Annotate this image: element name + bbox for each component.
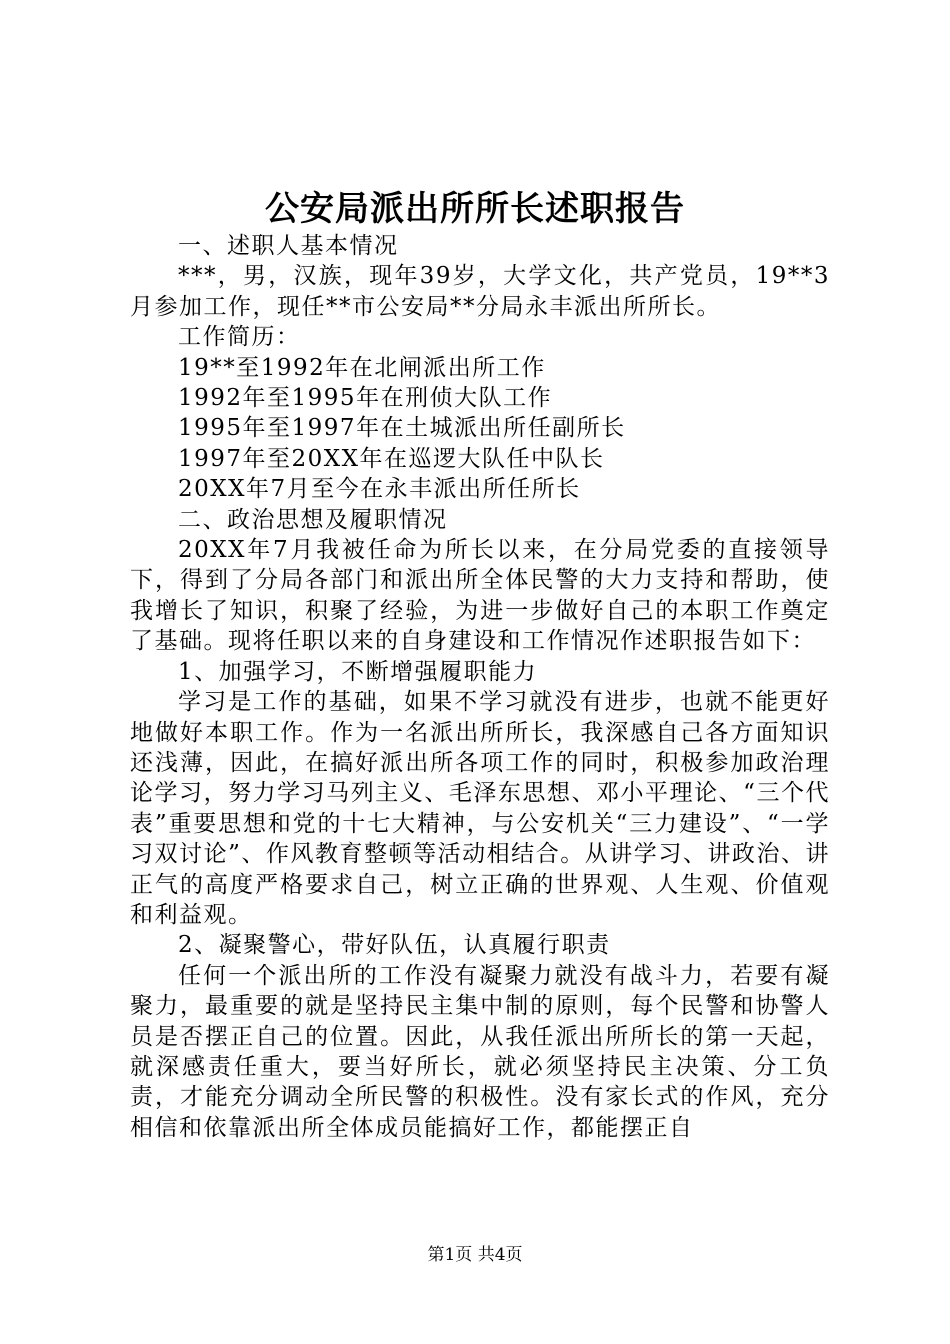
paragraph-intro: 20XX年7月我被任命为所长以来，在分局党委的直接领导下，得到了分局各部门和派出所全体民警的大力支持和帮助，使我增长了知识，积聚了经验，为进一步做好自己的本职工作奠定了基础。现将任职以来的自身建设和工作情况作述职报告如下： [130, 537, 830, 655]
resume-item: 1997年至20XX年在巡逻大队任中队长 [178, 445, 605, 472]
paragraph-personal-info: ***，男，汉族，现年39岁，大学文化，共产党员，19**3月参加工作，现任**市公安局**分局永丰派出所所长。 [130, 263, 830, 320]
resume-item: 19**至1992年在北闸派出所工作 [178, 354, 546, 381]
document-title: 公安局派出所所长述职报告 [265, 189, 685, 229]
paragraph-team: 任何一个派出所的工作没有凝聚力就没有战斗力，若要有凝聚力，最重要的就是坚持民主集中制的原则，每个民警和协警人员是否摆正自己的位置。因此，从我任派出所所长的第一天起，就深感责任重大，要当好所长，就必须坚持民主决策、分工负责，才能充分调动全所民警的积极性。没有家长式的作风，充分相信和依靠派出所全体成员能搞好工作，都能摆正自 [130, 962, 830, 1141]
section-heading-political: 二、政治思想及履职情况 [178, 506, 448, 533]
resume-item: 1992年至1995年在刑侦大队工作 [178, 385, 553, 412]
section-heading-basic-info: 一、述职人基本情况 [178, 233, 399, 259]
resume-item: 1995年至1997年在土城派出所任副所长 [178, 415, 626, 442]
resume-item: 20XX年7月至今在永丰派出所任所长 [178, 476, 581, 503]
paragraph-study: 学习是工作的基础，如果不学习就没有进步，也就不能更好地做好本职工作。作为一名派出所所长，我深感自己各方面知识还浅薄，因此，在搞好派出所各项工作的同时，积极参加政治理论学习，努力学习马列主义、毛泽东思想、邓小平理论、“三个代表”重要思想和党的十七大精神，与公安机关“三力建设”、“一学习双讨论”、作风教育整顿等活动相结合。从讲学习、讲政治、讲正气的高度严格要求自己，树立正确的世界观、人生观、价值观和利益观。 [130, 689, 830, 928]
subheading-study: 1、加强学习，不断增强履职能力 [178, 658, 538, 685]
page-number-footer: 第1页 共4页 [427, 1245, 523, 1265]
document-body [130, 231, 830, 1143]
subheading-team: 2、凝聚警心，带好队伍，认真履行职责 [178, 932, 611, 959]
resume-heading: 工作简历： [178, 324, 301, 351]
